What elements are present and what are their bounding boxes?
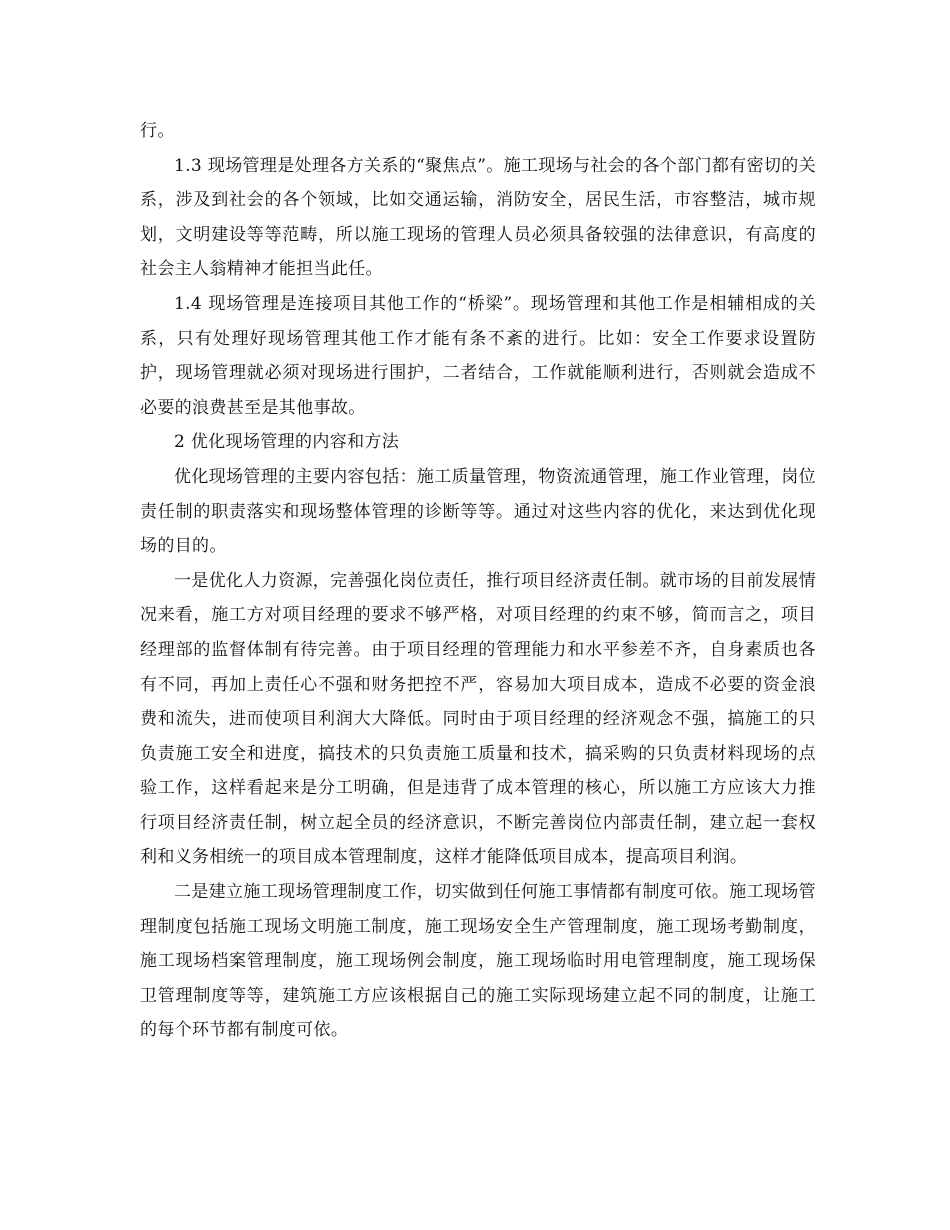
paragraph-method-one: 一是优化人力资源，完善强化岗位责任，推行项目经济责任制。就市场的目前发展情况来看，施工方对项目经理的要求不够严格，对项目经理的约束不够，简而言之，项目经理部的监督体制有待完善。由于项目经理的管理能力和水平参差不齐，自身素质也各有不同，再加上责任心不强和财务把控不严，容易加大项目成本，造成不必要的资金浪费和流失，进而使项目利润大大降低。同时由于项目经理的经济观念不强，搞施工的只负责施工安全和进度，搞技术的只负责施工质量和技术，搞采购的只负责材料现场的点验工作，这样看起来是分工明确，但是违背了成本管理的核心，所以施工方应该大力推行项目经济责任制，树立起全员的经济意识，不断完善岗位内部责任制，建立起一套权利和义务相统一的项目成本管理制度，这样才能降低项目成本，提高项目利润。 <box>140 570 816 868</box>
document-body <box>140 114 816 1048</box>
section-heading-2: 2 优化现场管理的内容和方法 <box>174 432 400 453</box>
paragraph-1-4: 1.4 现场管理是连接项目其他工作的“桥梁”。现场管理和其他工作是相辅相成的关系，只有处理好现场管理其他工作才能有条不紊的进行。比如：安全工作要求设置防护，现场管理就必须对现场进行围护，二者结合，工作就能顺利进行，否则就会造成不必要的浪费甚至是其他事故。 <box>140 293 816 418</box>
paragraph-1-3: 1.3 现场管理是处理各方关系的“聚焦点”。施工现场与社会的各个部门都有密切的关系，涉及到社会的各个领域，比如交通运输，消防安全，居民生活，市容整洁，城市规划，文明建设等等范畴，所以施工现场的管理人员必须具备较强的法律意识，有高度的社会主人翁精神才能担当此任。 <box>140 155 816 280</box>
paragraph-continuation: 行。 <box>140 121 175 141</box>
paragraph-method-two: 二是建立施工现场管理制度工作，切实做到任何施工事情都有制度可依。施工现场管理制度包括施工现场文明施工制度，施工现场安全生产管理制度，施工现场考勤制度，施工现场档案管理制度，施工现场例会制度，施工现场临时用电管理制度，施工现场保卫管理制度等等，建筑施工方应该根据自己的施工实际现场建立起不同的制度，让施工的每个环节都有制度可依。 <box>140 882 816 1041</box>
paragraph-content-overview: 优化现场管理的主要内容包括：施工质量管理，物资流通管理，施工作业管理，岗位责任制的职责落实和现场整体管理的诊断等等。通过对这些内容的优化，来达到优化现场的目的。 <box>140 466 816 557</box>
